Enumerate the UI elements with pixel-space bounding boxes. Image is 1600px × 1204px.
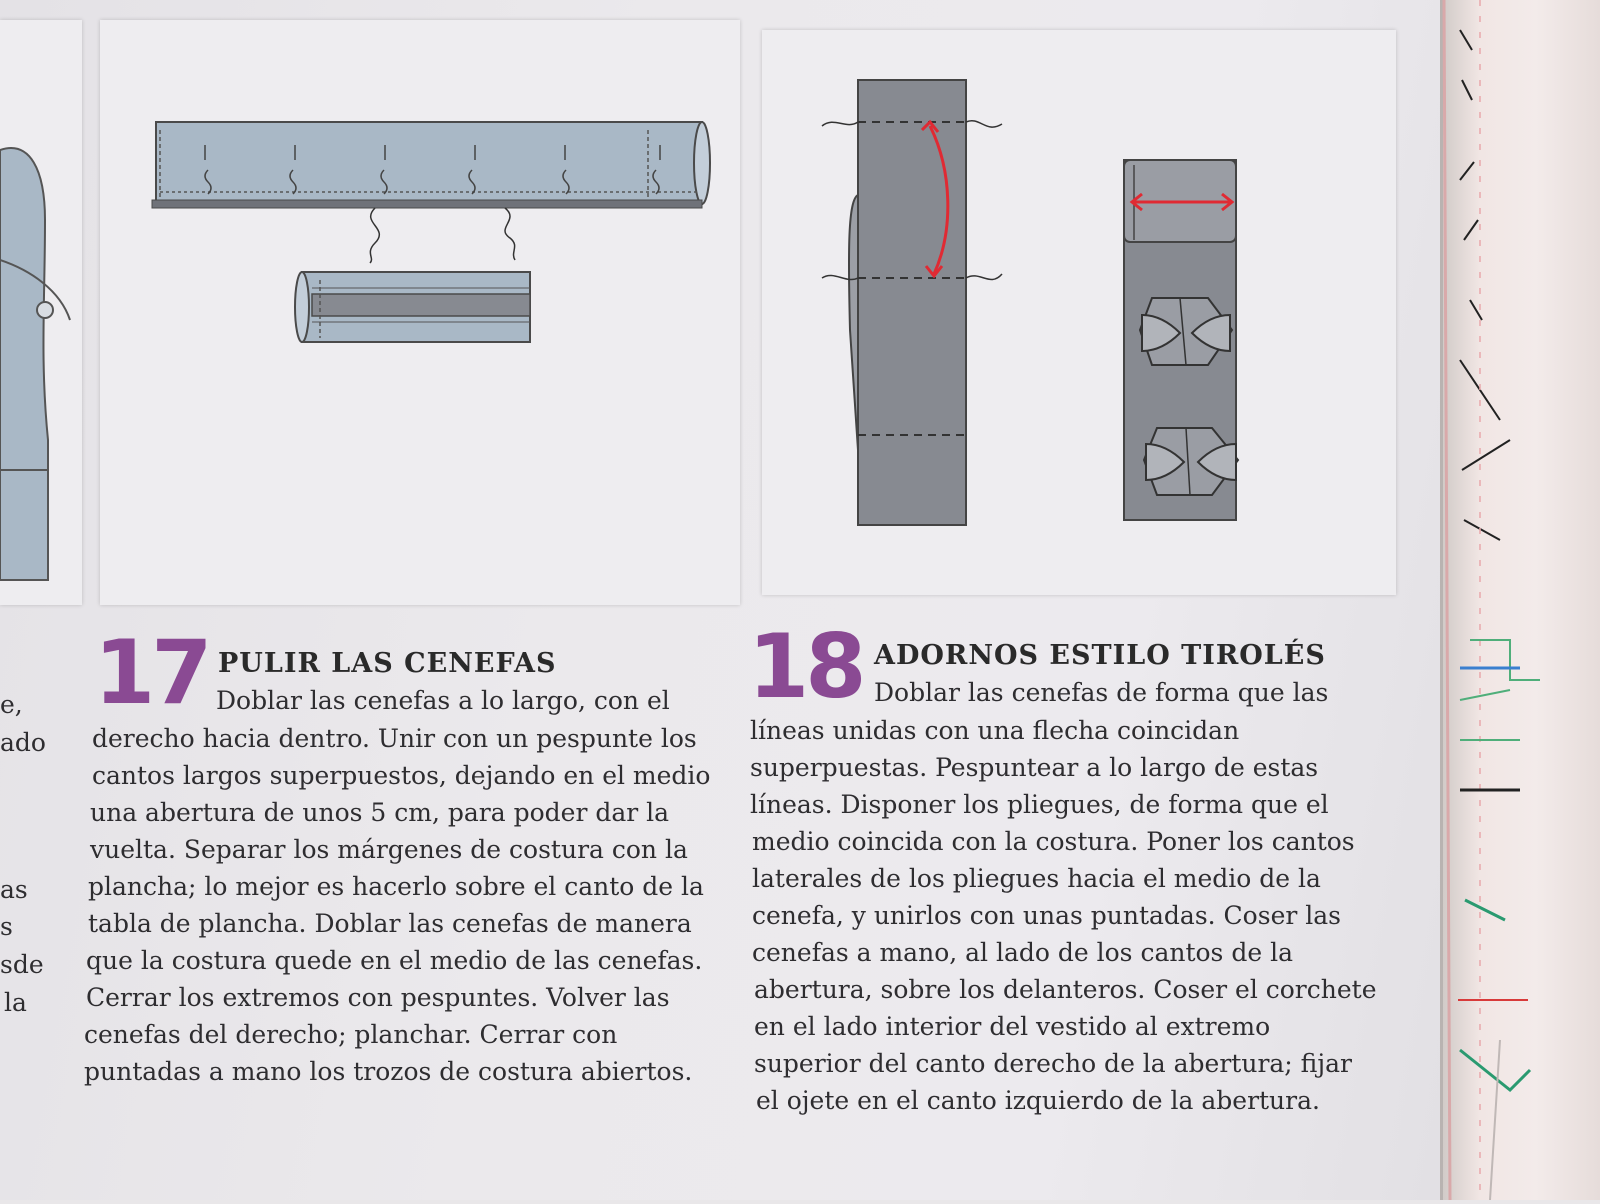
pattern-lines-drawing: [1440, 0, 1600, 1200]
step18-number: 18: [748, 615, 863, 718]
step17-line: tabla de plancha. Doblar las cenefas de manera: [88, 909, 692, 938]
step18-line: Doblar las cenefas de forma que las: [874, 678, 1329, 707]
fragment-line: e,: [0, 690, 23, 719]
step17-line: que la costura quede en el medio de las cenefas.: [86, 946, 703, 975]
step18-line: laterales de los pliegues hacia el medio de la: [752, 864, 1321, 893]
step17-line: una abertura de unos 5 cm, para poder dar la: [90, 798, 670, 827]
step18-line: líneas. Disponer los pliegues, de forma que el: [750, 790, 1329, 819]
step17-line: Doblar las cenefas a lo largo, con el: [216, 686, 670, 715]
fragment-line: ado: [0, 728, 46, 757]
fragment-line: s: [0, 912, 13, 941]
step18-line: superpuestas. Pespuntear a lo largo de estas: [750, 753, 1319, 782]
step18-line: abertura, sobre los delanteros. Coser el corchete: [754, 975, 1377, 1004]
step17-number: 17: [94, 621, 209, 724]
step18-line: cenefa, y unirlos con unas puntadas. Coser las: [752, 901, 1341, 930]
step17-line: derecho hacia dentro. Unir con un pespunte los: [92, 724, 697, 753]
step18-line: el ojete en el canto izquierdo de la abertura.: [756, 1086, 1320, 1115]
fragment-line: sde: [0, 950, 44, 979]
step17-line: cenefas del derecho; planchar. Cerrar con: [84, 1020, 618, 1049]
step18-line: medio coincida con la costura. Poner los cantos: [752, 827, 1355, 856]
step17-line: puntadas a mano los trozos de costura abiertos.: [84, 1057, 693, 1086]
step17-line: vuelta. Separar los márgenes de costura con la: [90, 835, 688, 864]
fragment-line: as: [0, 875, 28, 904]
step18-line: en el lado interior del vestido al extremo: [754, 1012, 1271, 1041]
step18-line: cenefas a mano, al lado de los cantos de la: [752, 938, 1293, 967]
step18-title: ADORNOS ESTILO TIROLÉS: [874, 640, 1326, 671]
fragment-line: la: [4, 988, 27, 1017]
step17-line: Cerrar los extremos con pespuntes. Volver las: [86, 983, 670, 1012]
step17-line: cantos largos superpuestos, dejando en el medio: [92, 761, 711, 790]
step17-title: PULIR LAS CENEFAS: [218, 648, 557, 679]
pattern-sheet-edge: [1440, 0, 1600, 1200]
step18-line: líneas unidas con una flecha coincidan: [750, 716, 1240, 745]
step17-line: plancha; lo mejor es hacerlo sobre el canto de la: [88, 872, 704, 901]
step18-line: superior del canto derecho de la abertura; fijar: [754, 1049, 1352, 1078]
